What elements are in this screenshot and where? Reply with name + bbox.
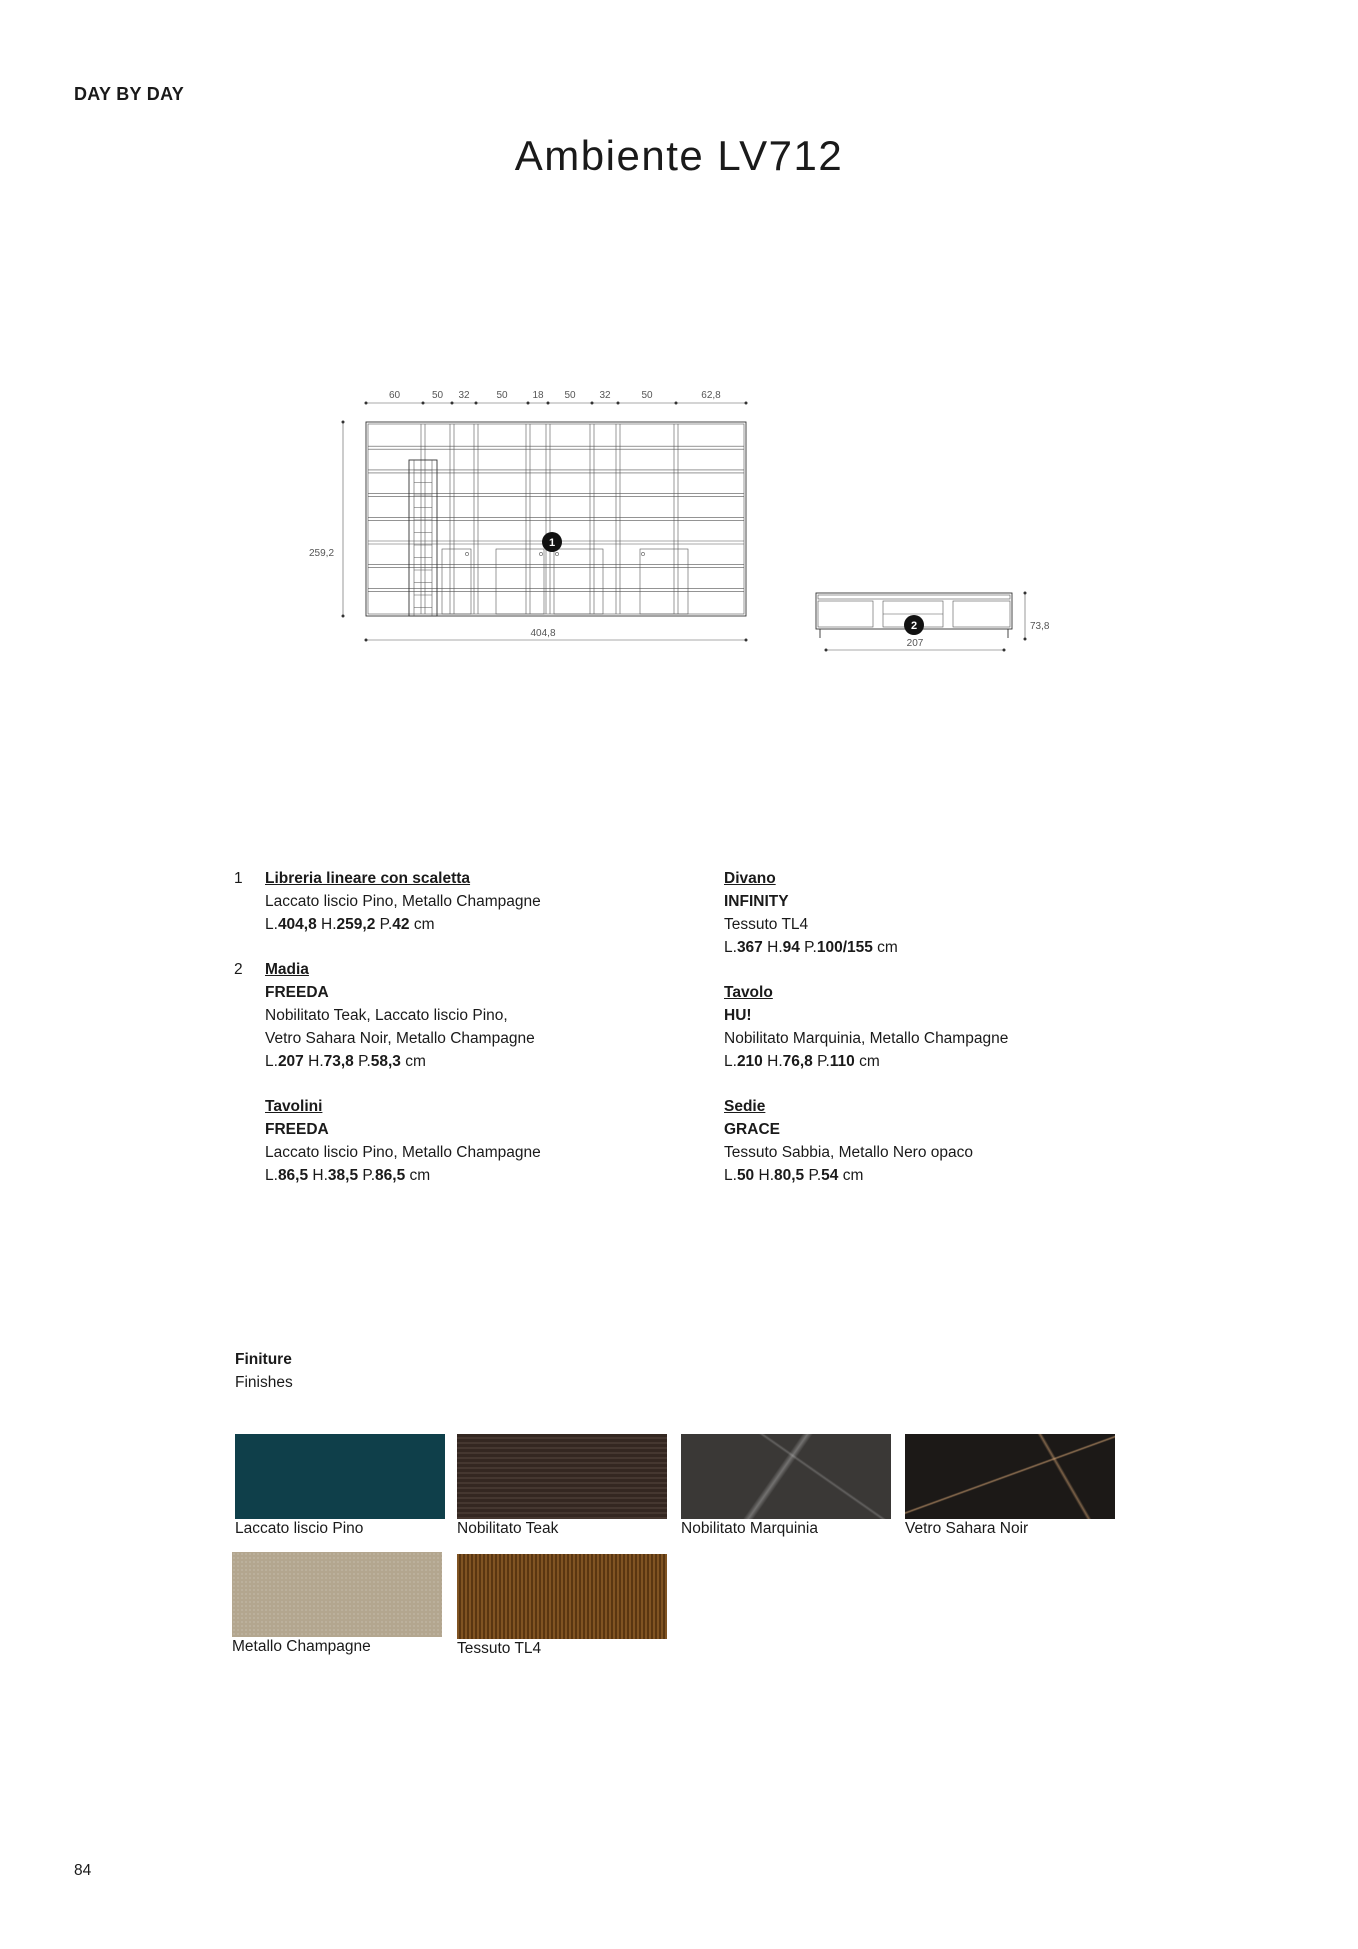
- product-dimensions: L.404,8 H.259,2 P.42 cm: [265, 916, 435, 933]
- product-list-right: [724, 867, 1144, 1209]
- dimension-l: 86,5: [277, 1167, 309, 1184]
- dimension-p: 86,5: [375, 1167, 406, 1184]
- finishes-subtitle: Finishes: [235, 1374, 293, 1391]
- product-model: GRACE: [724, 1121, 780, 1138]
- top-dimension-label: 50: [496, 390, 508, 401]
- product-number: 1: [234, 870, 243, 887]
- dimension-p: 110: [829, 1053, 855, 1070]
- page-title: Ambiente LV712: [514, 132, 844, 179]
- swatch-label: Nobilitato Teak: [457, 1520, 559, 1537]
- product-dimensions: L.86,5 H.38,5 P.86,5 cm: [265, 1167, 431, 1184]
- top-dimension-label: 50: [641, 390, 653, 401]
- dimension-l: 367: [736, 939, 763, 956]
- bookcase-drawing: [366, 422, 746, 616]
- madia-height-dimension: 73,8: [1030, 621, 1050, 632]
- madia-width-dimension: 207: [906, 638, 924, 649]
- top-dimension-label: 60: [388, 390, 401, 401]
- product-dimensions: L.367 H.94 P.100/155 cm: [724, 939, 898, 956]
- product-finish: Vetro Sahara Noir, Metallo Champagne: [265, 1030, 535, 1047]
- dimension-unit: cm: [413, 916, 435, 933]
- product-name: Tavolo: [724, 984, 773, 1001]
- top-dimension-label: 32: [458, 390, 470, 401]
- top-dimension-label: 32: [599, 390, 611, 401]
- dimension-h: 259,2: [336, 916, 376, 933]
- page-number: 84: [74, 1862, 92, 1879]
- top-dimension-row: [365, 390, 748, 405]
- product-entry: [234, 958, 685, 1073]
- product-name: Madia: [265, 961, 309, 978]
- product-entry: [724, 867, 1144, 959]
- product-number: 2: [234, 961, 243, 978]
- dimension-unit: cm: [877, 939, 898, 956]
- product-list-left: [234, 867, 685, 1209]
- swatch-label: Laccato liscio Pino: [235, 1520, 364, 1537]
- product-name: Libreria lineare con scaletta: [265, 870, 471, 887]
- swatch-label: Nobilitato Marquinia: [681, 1520, 818, 1537]
- swatch-metallo-champagne: [232, 1552, 442, 1637]
- product-name: Sedie: [724, 1098, 766, 1115]
- dimension-l: 207: [277, 1053, 304, 1070]
- product-model: FREEDA: [265, 1121, 329, 1138]
- finishes-title: Finiture: [235, 1351, 292, 1368]
- product-name: Divano: [724, 870, 776, 887]
- swatch-tessuto-tl4: [457, 1554, 667, 1639]
- height-dimension: 259,2: [309, 548, 335, 559]
- dimension-h: 80,5: [774, 1167, 805, 1184]
- swatch-label: Vetro Sahara Noir: [905, 1520, 1029, 1537]
- product-entry: [234, 867, 685, 936]
- swatch-nobilitato-teak: [457, 1434, 667, 1519]
- product-finish: Laccato liscio Pino, Metallo Champagne: [265, 893, 541, 910]
- product-dimensions: L.210 H.76,8 P.110 cm: [724, 1053, 880, 1070]
- dimension-p: 42: [392, 916, 410, 933]
- dimension-h: 76,8: [782, 1053, 813, 1070]
- dimension-h: 94: [782, 939, 800, 956]
- product-entry: [724, 1095, 1144, 1187]
- swatch-nobilitato-marquinia: [681, 1434, 891, 1519]
- product-model: FREEDA: [265, 984, 329, 1001]
- product-entry: [265, 1095, 685, 1187]
- product-finish: Nobilitato Teak, Laccato liscio Pino,: [265, 1007, 508, 1024]
- technical-drawing: [290, 375, 1070, 705]
- top-dimension-label: 50: [564, 390, 576, 401]
- top-dimension-label: 18: [532, 390, 544, 401]
- product-entry: [724, 981, 1144, 1073]
- product-finish: Tessuto Sabbia, Metallo Nero opaco: [724, 1144, 974, 1161]
- swatch-laccato-liscio-pino: [235, 1434, 445, 1519]
- product-finish: Laccato liscio Pino, Metallo Champagne: [265, 1144, 541, 1161]
- dimension-h: 38,5: [327, 1167, 359, 1184]
- swatch-label: Metallo Champagne: [232, 1638, 371, 1655]
- product-model: INFINITY: [724, 893, 789, 910]
- dimension-l: 404,8: [277, 916, 317, 933]
- swatch-vetro-sahara-noir: [905, 1434, 1115, 1519]
- dimension-l: 50: [736, 1167, 755, 1184]
- product-model: HU!: [724, 1007, 752, 1024]
- marker-2: 2: [910, 620, 918, 632]
- dimension-h: 73,8: [323, 1053, 354, 1070]
- top-dimension-label: 50: [431, 390, 444, 401]
- swatch-label: Tessuto TL4: [457, 1640, 542, 1657]
- product-dimensions: L.50 H.80,5 P.54 cm: [724, 1167, 864, 1184]
- dimension-p: 58,3: [370, 1053, 401, 1070]
- dimension-p: 54: [821, 1167, 839, 1184]
- product-dimensions: L.207 H.73,8 P.58,3 cm: [265, 1053, 426, 1070]
- brand-label: DAY BY DAY: [74, 84, 185, 104]
- marker-1: 1: [548, 537, 556, 549]
- dimension-unit: cm: [859, 1053, 880, 1070]
- product-finish: Nobilitato Marquinia, Metallo Champagne: [724, 1030, 1009, 1047]
- ladder-drawing: [409, 460, 437, 616]
- width-dimension: 404,8: [530, 628, 556, 639]
- product-finish: Tessuto TL4: [724, 916, 809, 933]
- dimension-unit: cm: [405, 1053, 426, 1070]
- dimension-p: 100/155: [816, 939, 873, 956]
- product-name: Tavolini: [265, 1098, 323, 1115]
- top-dimension-label: 62,8: [701, 390, 721, 401]
- dimension-unit: cm: [409, 1167, 431, 1184]
- dimension-l: 210: [736, 1053, 763, 1070]
- dimension-unit: cm: [842, 1167, 864, 1184]
